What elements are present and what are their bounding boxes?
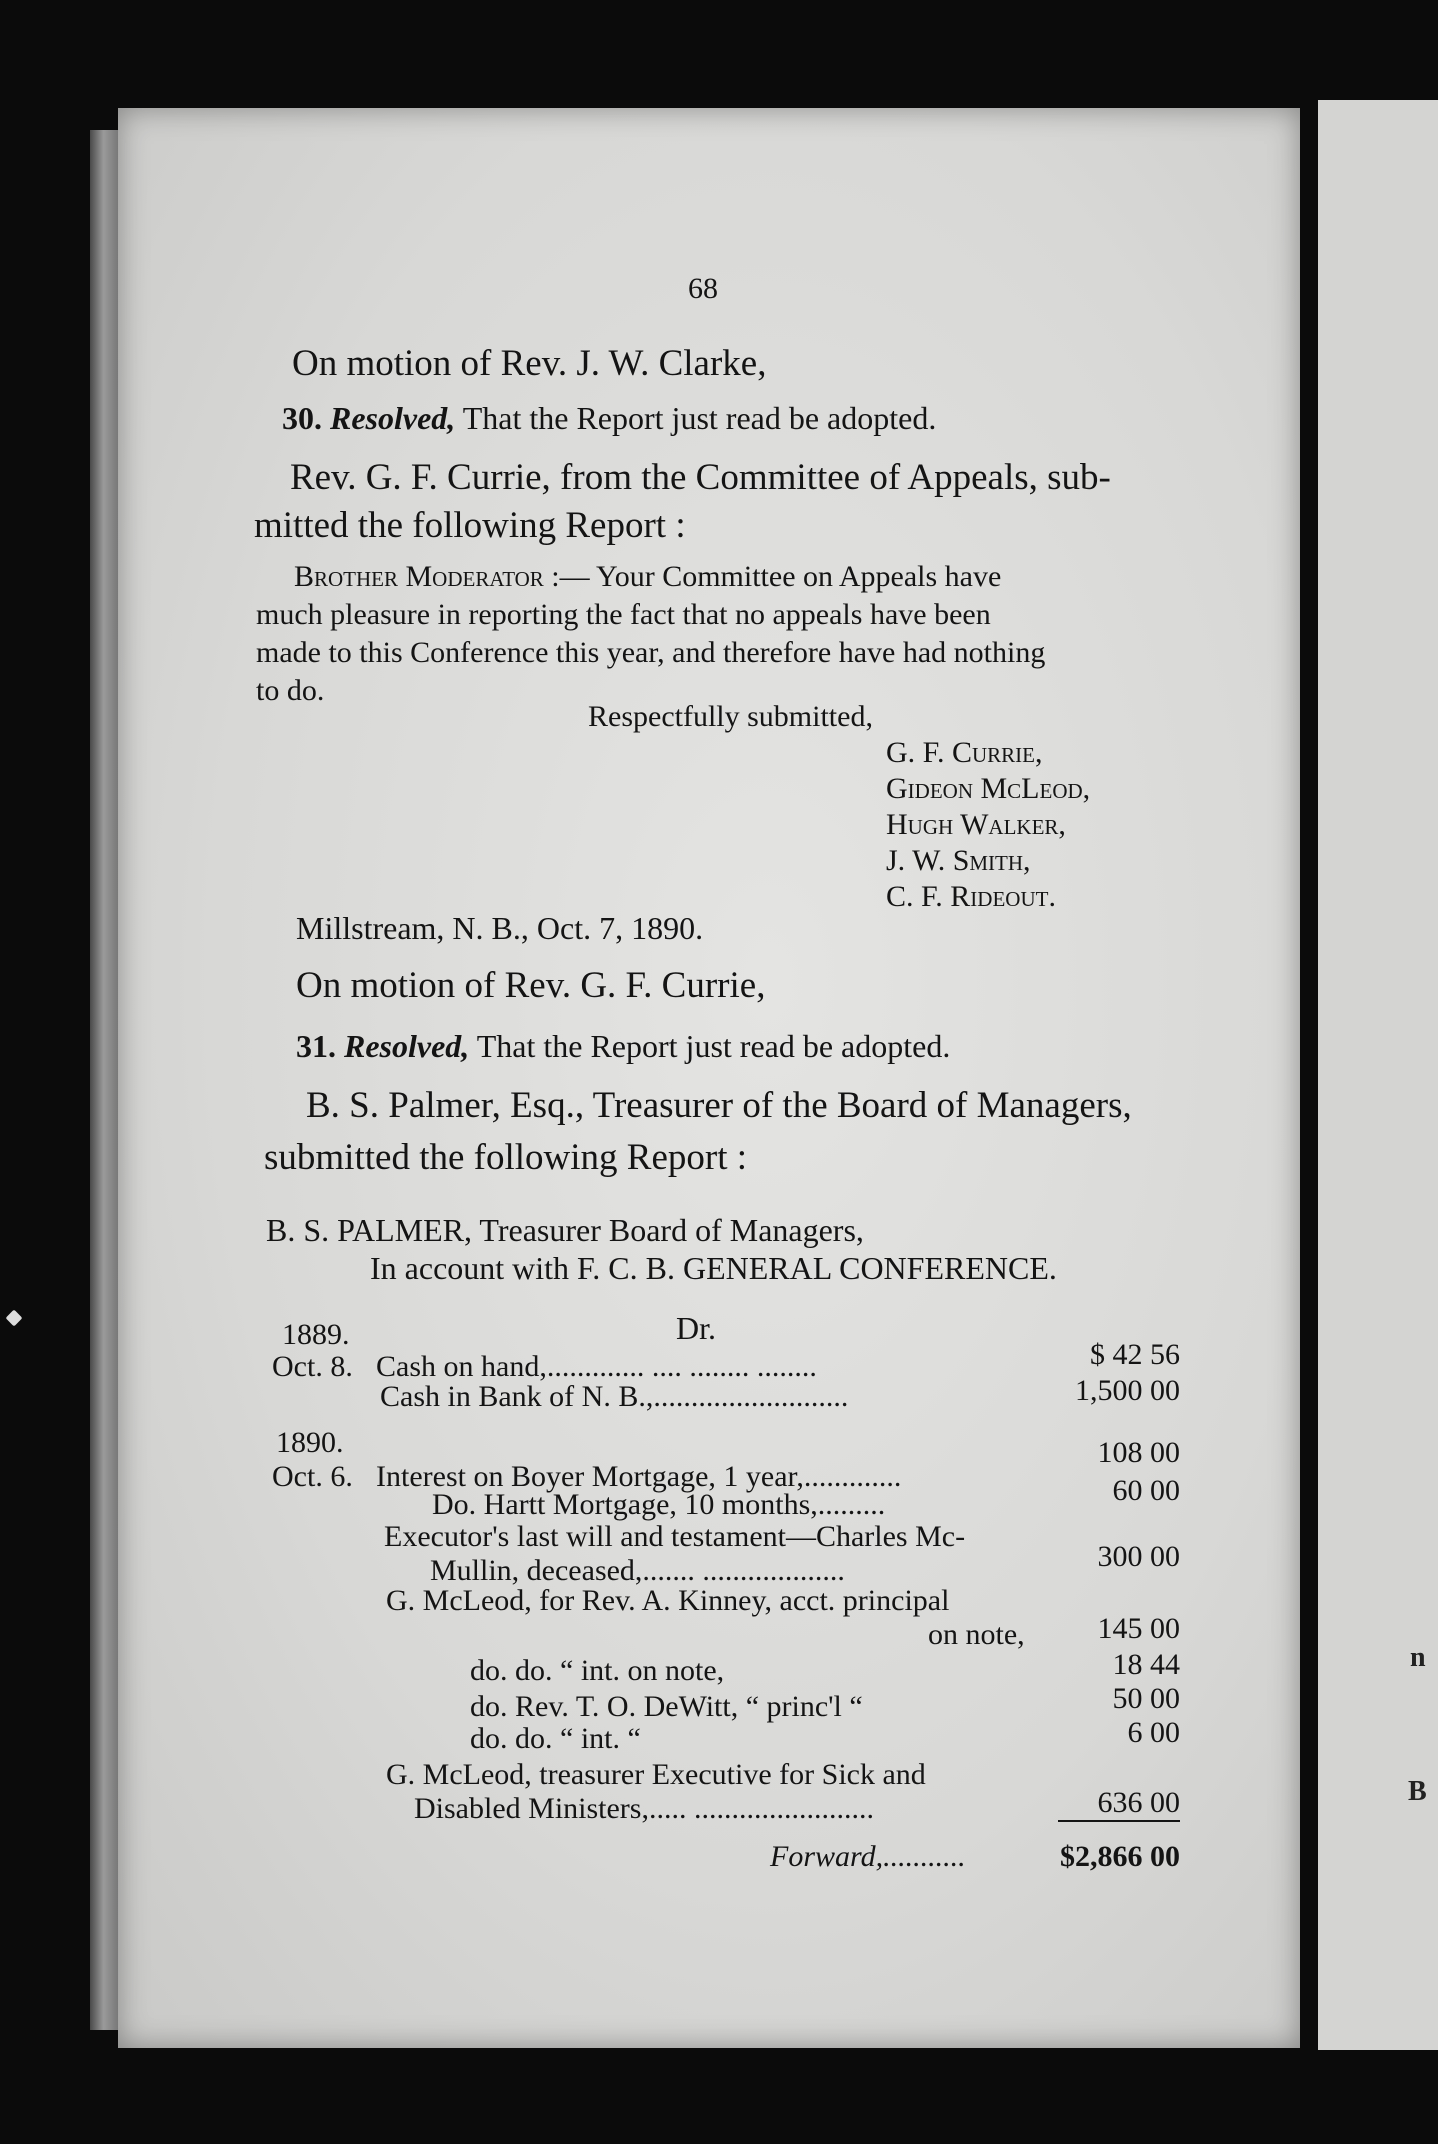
entry-amount: 1,500 00 [1075, 1374, 1180, 1407]
closing: Respectfully submitted, [588, 700, 873, 733]
entry-description: do. Rev. T. O. DeWitt, “ princ'l “ [470, 1690, 863, 1723]
entry-description: do. do. “ int. on note, [470, 1654, 725, 1687]
resolution-word: Resolved, [330, 400, 456, 436]
signatory: G. F. Currie, [886, 736, 1043, 769]
entry-description: G. McLeod, for Rev. A. Kinney, acct. principal [386, 1584, 950, 1617]
entry-amount: 300 00 [1097, 1540, 1180, 1573]
facing-page [1318, 100, 1438, 2050]
entry-amount: $ 42 56 [1090, 1338, 1180, 1371]
place-date: Millstream, N. B., Oct. 7, 1890. [296, 910, 704, 946]
resolution-31 [296, 1028, 950, 1065]
entry-year: 1890. [276, 1426, 344, 1459]
resolution-text: That the Report just read be adopted. [462, 400, 937, 436]
entry-date: Oct. 8. [272, 1350, 353, 1383]
account-heading-1: B. S. PALMER, Treasurer Board of Managers, [266, 1212, 864, 1248]
palmer-intro-line-2: submitted the following Report : [264, 1137, 748, 1178]
forward-amount: $2,866 00 [1060, 1840, 1180, 1873]
entry-date: Oct. 6. [272, 1460, 353, 1493]
motion-clarke: On motion of Rev. J. W. Clarke, [292, 343, 767, 384]
entry-description: do. do. “ int. “ [470, 1722, 641, 1755]
document-page [118, 108, 1300, 2048]
entry-year: 1889. [282, 1318, 350, 1351]
facing-page-fragment: n [1410, 1642, 1426, 1673]
currie-intro-line-2: mitted the following Report : [254, 505, 686, 546]
appeals-report-line-1 [294, 560, 1001, 594]
signatory: Hugh Walker, [886, 808, 1066, 841]
entry-amount: 60 00 [1112, 1474, 1180, 1507]
page-number: 68 [688, 272, 718, 305]
salutation: Brother Moderator : [294, 560, 560, 593]
entry-amount: 50 00 [1112, 1682, 1180, 1715]
signatory: Gideon McLeod, [886, 772, 1091, 805]
appeals-report-line-4: to do. [256, 674, 325, 707]
account-heading-2: In account with F. C. B. GENERAL CONFERENCE. [370, 1250, 1057, 1286]
entry-description: on note, [928, 1618, 1025, 1651]
currie-intro-line-1: Rev. G. F. Currie, from the Committee of Appeals, sub- [290, 457, 1111, 498]
entry-description: Cash in Bank of N. B.,.......................... [380, 1380, 849, 1413]
signatory: C. F. Rideout. [886, 880, 1056, 913]
scan-artifact [6, 1310, 23, 1327]
entry-description: Cash on hand,............. .... ........ ........ [376, 1350, 817, 1383]
debit-label: Dr. [676, 1310, 716, 1346]
signatory: J. W. Smith, [886, 844, 1031, 877]
resolution-text: That the Report just read be adopted. [476, 1028, 951, 1064]
appeals-body-text: — Your Committee on Appeals have [559, 560, 1002, 593]
entry-description: Do. Hartt Mortgage, 10 months,......... [432, 1488, 886, 1521]
entry-amount: 145 00 [1097, 1612, 1180, 1645]
entry-description: Interest on Boyer Mortgage, 1 year,............. [376, 1460, 902, 1493]
entry-description: Disabled Ministers,..... ........................ [414, 1792, 874, 1825]
appeals-report-line-3: made to this Conference this year, and therefore have had nothing [256, 636, 1046, 669]
entry-amount: 108 00 [1097, 1436, 1180, 1469]
resolution-30 [282, 400, 936, 437]
motion-currie: On motion of Rev. G. F. Currie, [296, 965, 766, 1006]
total-rule [1058, 1820, 1180, 1822]
facing-page-fragment: B [1408, 1776, 1427, 1807]
entry-description: Executor's last will and testament—Charles Mc- [384, 1520, 966, 1553]
forward-label: Forward,........... [770, 1840, 966, 1873]
entry-amount: 18 44 [1112, 1648, 1180, 1681]
entry-amount: 636 00 [1097, 1786, 1180, 1819]
resolution-number: 30. [282, 400, 322, 436]
entry-description: Mullin, deceased,....... ................... [430, 1554, 845, 1587]
resolution-word: Resolved, [344, 1028, 470, 1064]
palmer-intro-line-1: B. S. Palmer, Esq., Treasurer of the Board of Managers, [306, 1085, 1132, 1126]
resolution-number: 31. [296, 1028, 336, 1064]
entry-amount: 6 00 [1127, 1716, 1180, 1749]
entry-description: G. McLeod, treasurer Executive for Sick and [386, 1758, 926, 1791]
appeals-report-line-2: much pleasure in reporting the fact that no appeals have been [256, 598, 991, 631]
